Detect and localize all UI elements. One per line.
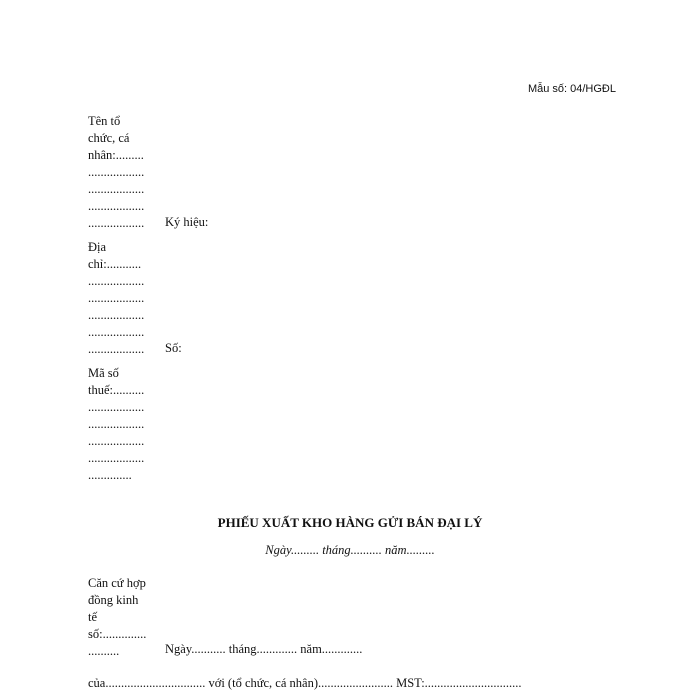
contract-line: đồng kinh xyxy=(88,593,139,607)
symbol-label: Ký hiệu: xyxy=(165,215,209,229)
org-name-line: .................. xyxy=(88,199,145,213)
org-name-line: .................. xyxy=(88,182,145,196)
tax-code-line: .............. xyxy=(88,468,132,482)
org-name-line: .................. xyxy=(88,216,145,230)
contract-line: .......... xyxy=(88,644,120,658)
contract-basis-field xyxy=(88,575,152,660)
address-field xyxy=(88,239,152,358)
contract-date: Ngày........... tháng............. năm............. xyxy=(165,642,363,656)
org-name-line: Tên tổ xyxy=(88,114,121,128)
org-name-line: .................. xyxy=(88,165,145,179)
document-date: Ngày......... tháng.......... năm......... xyxy=(265,543,435,557)
contract-line: số:.............. xyxy=(88,627,147,641)
tax-code-line: .................. xyxy=(88,451,145,465)
tax-code-field xyxy=(88,365,152,484)
org-name-field xyxy=(88,113,152,232)
address-line: .................. xyxy=(88,308,145,322)
contract-line: Căn cứ hợp xyxy=(88,576,146,590)
org-name-line: chức, cá xyxy=(88,131,130,145)
tax-code-line: .................. xyxy=(88,400,145,414)
document-title: PHIẾU XUẤT KHO HÀNG GỬI BÁN ĐẠI LÝ xyxy=(217,515,483,530)
number-label: Số: xyxy=(165,341,182,355)
contract-line: tế xyxy=(88,610,98,624)
address-line: .................. xyxy=(88,325,145,339)
tax-code-line: .................. xyxy=(88,434,145,448)
org-name-line: nhân:......... xyxy=(88,148,144,162)
party-line: của................................ với (tổ chức, cá nhân)........................ MST:............................... xyxy=(88,676,522,690)
address-line: Địa xyxy=(88,240,107,254)
form-code: Mẫu số: 04/HGĐL xyxy=(527,83,616,95)
address-line: chỉ:........... xyxy=(88,257,142,271)
address-line: .................. xyxy=(88,342,145,356)
tax-code-line: .................. xyxy=(88,417,145,431)
tax-code-line: Mã số xyxy=(88,366,119,380)
address-line: .................. xyxy=(88,274,145,288)
address-line: .................. xyxy=(88,291,145,305)
tax-code-line: thuế:.......... xyxy=(88,383,145,397)
